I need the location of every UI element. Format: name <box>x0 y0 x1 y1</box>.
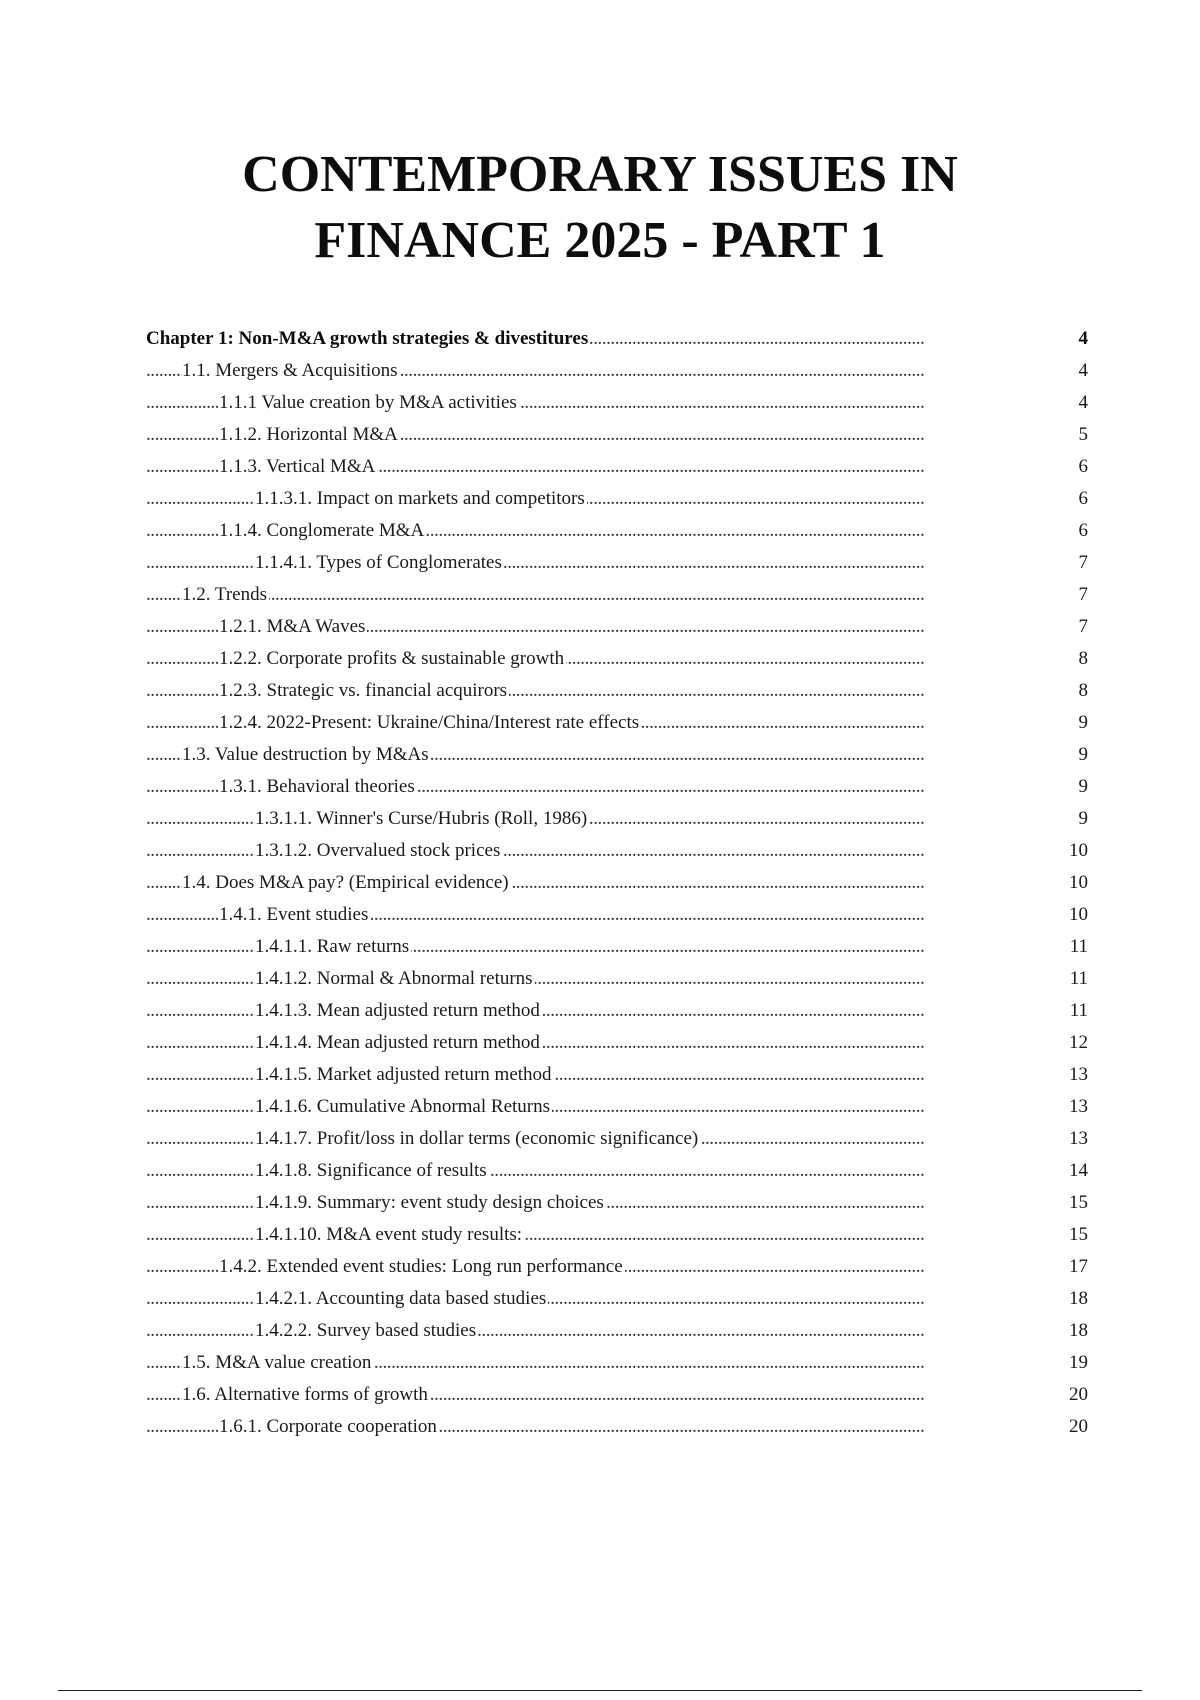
toc-entry-label: 1.4.2.2. Survey based studies <box>255 1320 477 1341</box>
toc-entry[interactable] <box>146 1187 1088 1219</box>
toc-entry[interactable] <box>146 483 1088 515</box>
toc-entry[interactable] <box>146 515 1088 547</box>
toc-entry[interactable] <box>146 771 1088 803</box>
document-title-line-2: FINANCE 2025 - PART 1 <box>314 212 886 269</box>
toc-entry[interactable] <box>146 547 1088 579</box>
toc-page-number: 6 <box>1076 515 1089 547</box>
toc-entry[interactable] <box>146 387 1088 419</box>
toc-page-number: 11 <box>1067 995 1088 1027</box>
toc-entry[interactable] <box>146 931 1088 963</box>
toc-page-number: 4 <box>1076 323 1089 355</box>
toc-page-number: 10 <box>1066 867 1088 899</box>
toc-entry[interactable] <box>146 803 1088 835</box>
toc-entry[interactable] <box>146 899 1088 931</box>
toc-entry-label: 1.1.4. Conglomerate M&A <box>219 520 425 541</box>
toc-page-number: 14 <box>1066 1155 1088 1187</box>
toc-entry-label: 1.3.1.2. Overvalued stock prices <box>255 840 501 861</box>
toc-entry-label: 1.4.2. Extended event studies: Long run performance <box>219 1256 623 1277</box>
toc-page-number: 13 <box>1066 1123 1088 1155</box>
toc-entry-label: 1.1. Mergers & Acquisitions <box>182 360 398 381</box>
toc-entry[interactable] <box>146 419 1088 451</box>
toc-entry[interactable] <box>146 963 1088 995</box>
toc-page-number: 18 <box>1066 1283 1088 1315</box>
toc-page-number: 8 <box>1076 675 1089 707</box>
toc-page-number: 20 <box>1066 1379 1088 1411</box>
toc-entry[interactable] <box>146 451 1088 483</box>
toc-entry[interactable] <box>146 1027 1088 1059</box>
toc-page-number: 20 <box>1066 1411 1088 1443</box>
toc-entry[interactable] <box>146 739 1088 771</box>
toc-entry[interactable] <box>146 1411 1088 1443</box>
toc-entry[interactable] <box>146 707 1088 739</box>
toc-entry[interactable] <box>146 1155 1088 1187</box>
toc-page-number: 13 <box>1066 1091 1088 1123</box>
toc-page-number: 9 <box>1076 739 1089 771</box>
toc-page-number: 17 <box>1066 1251 1088 1283</box>
toc-entry-label: 1.4.1.7. Profit/loss in dollar terms (economic significance) <box>255 1128 699 1149</box>
toc-entry[interactable] <box>146 643 1088 675</box>
toc-page-number: 15 <box>1066 1219 1088 1251</box>
toc-page-number: 10 <box>1066 835 1088 867</box>
toc-entry-label: 1.4.1.8. Significance of results <box>255 1160 487 1181</box>
toc-page-number: 6 <box>1076 451 1089 483</box>
table-of-contents <box>146 323 1088 1443</box>
toc-entry[interactable] <box>146 1219 1088 1251</box>
toc-page-number: 7 <box>1076 579 1089 611</box>
toc-page-number: 6 <box>1076 483 1089 515</box>
toc-entry[interactable] <box>146 867 1088 899</box>
toc-entry[interactable] <box>146 1251 1088 1283</box>
toc-entry-label: Chapter 1: Non-M&A growth strategies & divestitures <box>146 328 589 349</box>
toc-entry[interactable] <box>146 1379 1088 1411</box>
toc-page-number: 7 <box>1076 547 1089 579</box>
toc-entry-label: 1.4.1.10. M&A event study results: <box>255 1224 523 1245</box>
toc-page-number: 9 <box>1076 707 1089 739</box>
toc-entry[interactable] <box>146 995 1088 1027</box>
toc-entry-label: 1.4.1.5. Market adjusted return method <box>255 1064 552 1085</box>
toc-entry-label: 1.4. Does M&A pay? (Empirical evidence) <box>182 872 509 893</box>
toc-entry-label: 1.5. M&A value creation <box>182 1352 372 1373</box>
toc-entry[interactable] <box>146 1283 1088 1315</box>
toc-entry[interactable] <box>146 1123 1088 1155</box>
toc-entry-label: 1.3.1.1. Winner's Curse/Hubris (Roll, 1986) <box>255 808 588 829</box>
toc-entry[interactable] <box>146 675 1088 707</box>
toc-entry[interactable] <box>146 1315 1088 1347</box>
toc-entry-label: 1.2.2. Corporate profits & sustainable growth <box>219 648 565 669</box>
toc-entry[interactable] <box>146 579 1088 611</box>
toc-entry-label: 1.1.4.1. Types of Conglomerates <box>255 552 502 573</box>
toc-page-number: 9 <box>1076 803 1089 835</box>
toc-entry-label: 1.1.1 Value creation by M&A activities <box>219 392 517 413</box>
toc-entry-label: 1.3.1. Behavioral theories <box>219 776 415 797</box>
toc-entry-label: 1.4.1.3. Mean adjusted return method <box>255 1000 540 1021</box>
toc-page-number: 19 <box>1066 1347 1088 1379</box>
toc-page-number: 5 <box>1076 419 1089 451</box>
toc-entry[interactable] <box>146 1059 1088 1091</box>
document-title-line-1: CONTEMPORARY ISSUES IN <box>242 146 958 203</box>
toc-page-number: 11 <box>1067 931 1088 963</box>
toc-page-number: 13 <box>1066 1059 1088 1091</box>
toc-entry[interactable] <box>146 323 1088 355</box>
toc-entry-label: 1.1.2. Horizontal M&A <box>219 424 398 445</box>
toc-page-number: 18 <box>1066 1315 1088 1347</box>
toc-entry-label: 1.4.1.9. Summary: event study design choices <box>255 1192 604 1213</box>
toc-page-number: 4 <box>1076 387 1089 419</box>
toc-page-number: 9 <box>1076 771 1089 803</box>
toc-page-number: 8 <box>1076 643 1089 675</box>
toc-page-number: 12 <box>1066 1027 1088 1059</box>
toc-entry-label: 1.6.1. Corporate cooperation <box>219 1416 437 1437</box>
toc-entry-label: 1.3. Value destruction by M&As <box>182 744 429 765</box>
toc-page-number: 15 <box>1066 1187 1088 1219</box>
toc-entry-label: 1.4.1.2. Normal & Abnormal returns <box>255 968 533 989</box>
toc-entry-label: 1.4.2.1. Accounting data based studies <box>255 1288 547 1309</box>
toc-entry-label: 1.2.3. Strategic vs. financial acquirors <box>219 680 508 701</box>
toc-entry-label: 1.4.1.1. Raw returns <box>255 936 410 957</box>
toc-entry[interactable] <box>146 355 1088 387</box>
footer-divider <box>58 1690 1142 1691</box>
toc-entry-label: 1.4.1.6. Cumulative Abnormal Returns <box>255 1096 551 1117</box>
toc-page-number: 4 <box>1076 355 1089 387</box>
toc-page-number: 11 <box>1067 963 1088 995</box>
toc-entry-label: 1.2.4. 2022-Present: Ukraine/China/Interest rate effects <box>219 712 640 733</box>
toc-entry[interactable] <box>146 1091 1088 1123</box>
toc-entry-label: 1.2.1. M&A Waves <box>219 616 366 637</box>
toc-page-number: 7 <box>1076 611 1089 643</box>
toc-entry-label: 1.4.1. Event studies <box>219 904 369 925</box>
toc-entry[interactable] <box>146 1347 1088 1379</box>
toc-entry-label: 1.4.1.4. Mean adjusted return method <box>255 1032 540 1053</box>
toc-entry-label: 1.1.3. Vertical M&A <box>219 456 376 477</box>
document-title <box>0 142 1200 274</box>
toc-entry-label: 1.6. Alternative forms of growth <box>182 1384 428 1405</box>
toc-entry[interactable] <box>146 835 1088 867</box>
toc-entry-label: 1.2. Trends <box>182 584 267 605</box>
toc-entry-label: 1.1.3.1. Impact on markets and competitors <box>255 488 585 509</box>
toc-page-number: 10 <box>1066 899 1088 931</box>
toc-entry[interactable] <box>146 611 1088 643</box>
